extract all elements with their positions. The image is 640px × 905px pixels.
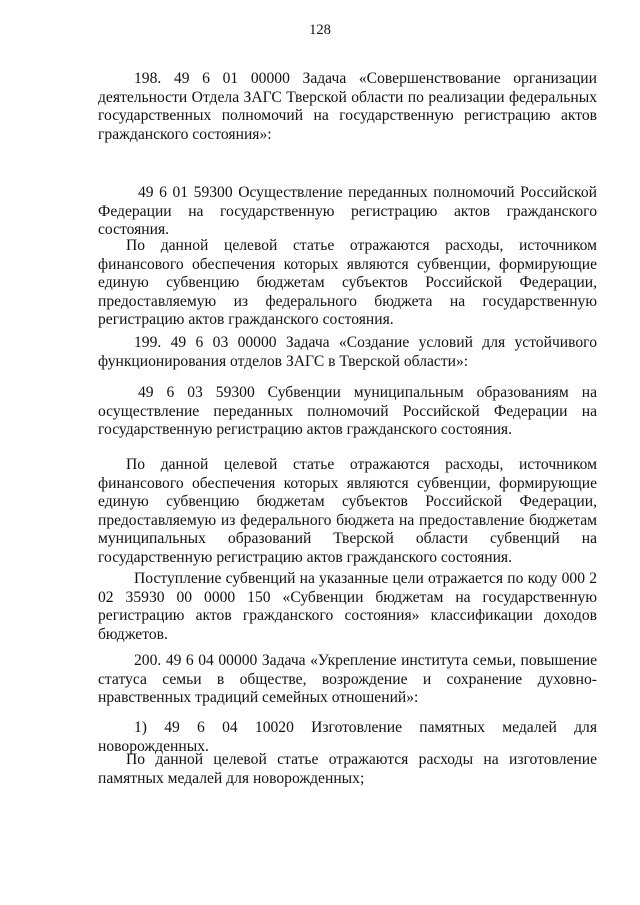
paragraph-subventions-municipal: 49 6 03 59300 Субвенции муниципальным образованиям на осуществление переданных полномочий Российской Федерации на государственную регистрацию актов гражданского состояния. [98, 384, 597, 439]
page-number: 128 [309, 22, 331, 38]
paragraph-expenses-description-2: По данной целевой статье отражаются расходы, источником финансового обеспечения которых являются субвенции, формирующие единую субвенцию бюджетам субъектов Российской Федерации, предоставляемую из федерального бюджета на предоставление бюджетам муниципальных образований Тверской области субвенций на государственную регистрацию актов гражданского состояния. [98, 456, 597, 566]
paragraph-expenses-description-1: По данной целевой статье отражаются расходы, источником финансового обеспечения которых являются субвенции, формирующие единую субвенцию бюджетам субъектов Российской Федерации, предоставляемую из федерального бюджета на государственную регистрацию актов гражданского состояния. [98, 237, 597, 329]
paragraph-medals-article: 1) 49 6 04 10020 Изготовление памятных медалей для новорожденных. [98, 719, 597, 755]
paragraph-medals-expenses: По данной целевой статье отражаются расходы на изготовление памятных медалей для новорожденных; [98, 751, 597, 787]
paragraph-income-code: Поступление субвенций на указанные цели отражается по коду 000 2 02 35930 00 0000 150 «Субвенции бюджетам на государственную регистрацию актов гражданского состояния» классификации доходов бюджетов. [98, 570, 597, 643]
paragraph-task-199: 199. 49 6 03 00000 Задача «Создание условий для устойчивого функционирования отделов ЗАГС в Тверской области»: [98, 334, 597, 370]
paragraph-task-198: 198. 49 6 01 00000 Задача «Совершенствование организации деятельности Отдела ЗАГС Тверской области по реализации федеральных государственных полномочий на государственную регистрацию актов гражданского состояния»: [98, 70, 597, 143]
paragraph-article-59300: 49 6 01 59300 Осуществление переданных полномочий Российской Федерации на государственную регистрацию актов гражданского состояния. [98, 184, 597, 239]
paragraph-task-200: 200. 49 6 04 00000 Задача «Укрепление института семьи, повышение статуса семьи в обществе, возрождение и сохранение духовно-нравственных традиций семейных отношений»: [98, 652, 597, 707]
